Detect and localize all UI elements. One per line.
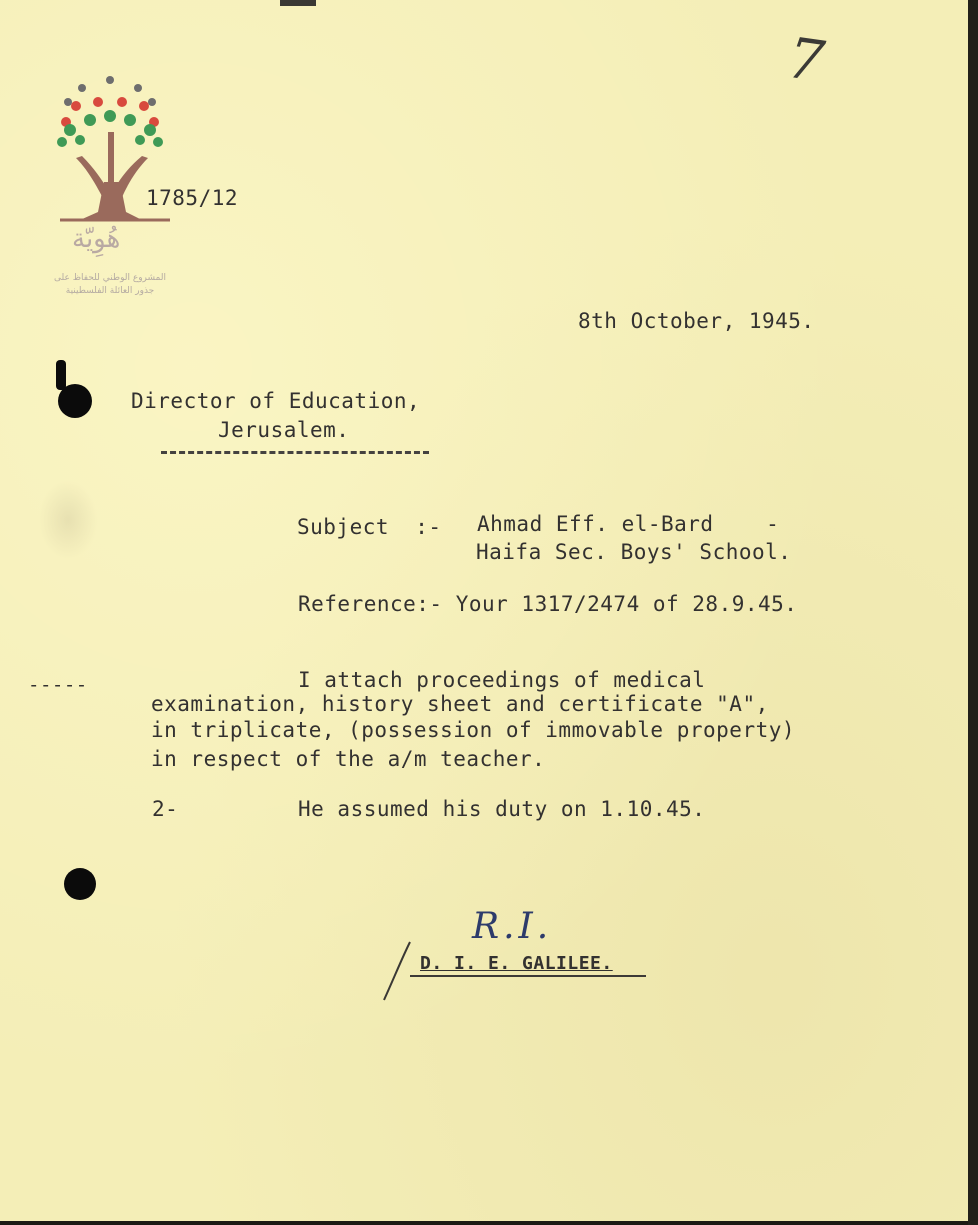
- punch-hole-bottom: [64, 868, 96, 900]
- page-number-mark: 7: [783, 25, 828, 96]
- body-line4: in respect of the a/m teacher.: [151, 747, 546, 771]
- subject-label: Subject :-: [297, 515, 442, 539]
- subject-line2: Haifa Sec. Boys' School.: [476, 540, 792, 564]
- watermark-tagline-line1: المشروع الوطني للحفاظ على: [53, 273, 166, 283]
- top-edge-mark: [280, 0, 316, 6]
- margin-dash-mark: -----: [28, 674, 88, 696]
- addressee-line2: Jerusalem.: [218, 418, 350, 442]
- body-line2: examination, history sheet and certificate "A",: [151, 692, 769, 716]
- watermark-tagline: [40, 272, 180, 298]
- watermark-name: هُوِيّة: [72, 224, 121, 254]
- reference-line: Reference:- Your 1317/2474 of 28.9.45.: [298, 592, 798, 616]
- subject-line1: Ahmad Eff. el-Bard -: [477, 512, 780, 536]
- paper-smudge: [38, 480, 98, 560]
- handwritten-initials: R.I.: [472, 906, 553, 947]
- punch-hole-top-tail: [56, 360, 66, 390]
- letter-date: 8th October, 1945.: [578, 309, 815, 333]
- signature-block: D. I. E. GALILEE.: [420, 953, 613, 974]
- body-line3: in triplicate, (possession of immovable property): [151, 718, 796, 742]
- paragraph2-text: He assumed his duty on 1.10.45.: [298, 797, 706, 821]
- file-reference-number: 1785/12: [146, 186, 239, 210]
- addressee-underline: [161, 451, 429, 454]
- addressee-line1: Director of Education,: [131, 389, 421, 413]
- watermark-tagline-line2: جذور العائلة الفلسطينية: [65, 286, 155, 296]
- paragraph-number: 2-: [152, 797, 179, 821]
- signature-underline: [410, 975, 646, 977]
- body-line1: I attach proceedings of medical: [298, 668, 706, 692]
- signature-stroke: [380, 938, 420, 1004]
- scan-border: [968, 0, 978, 1225]
